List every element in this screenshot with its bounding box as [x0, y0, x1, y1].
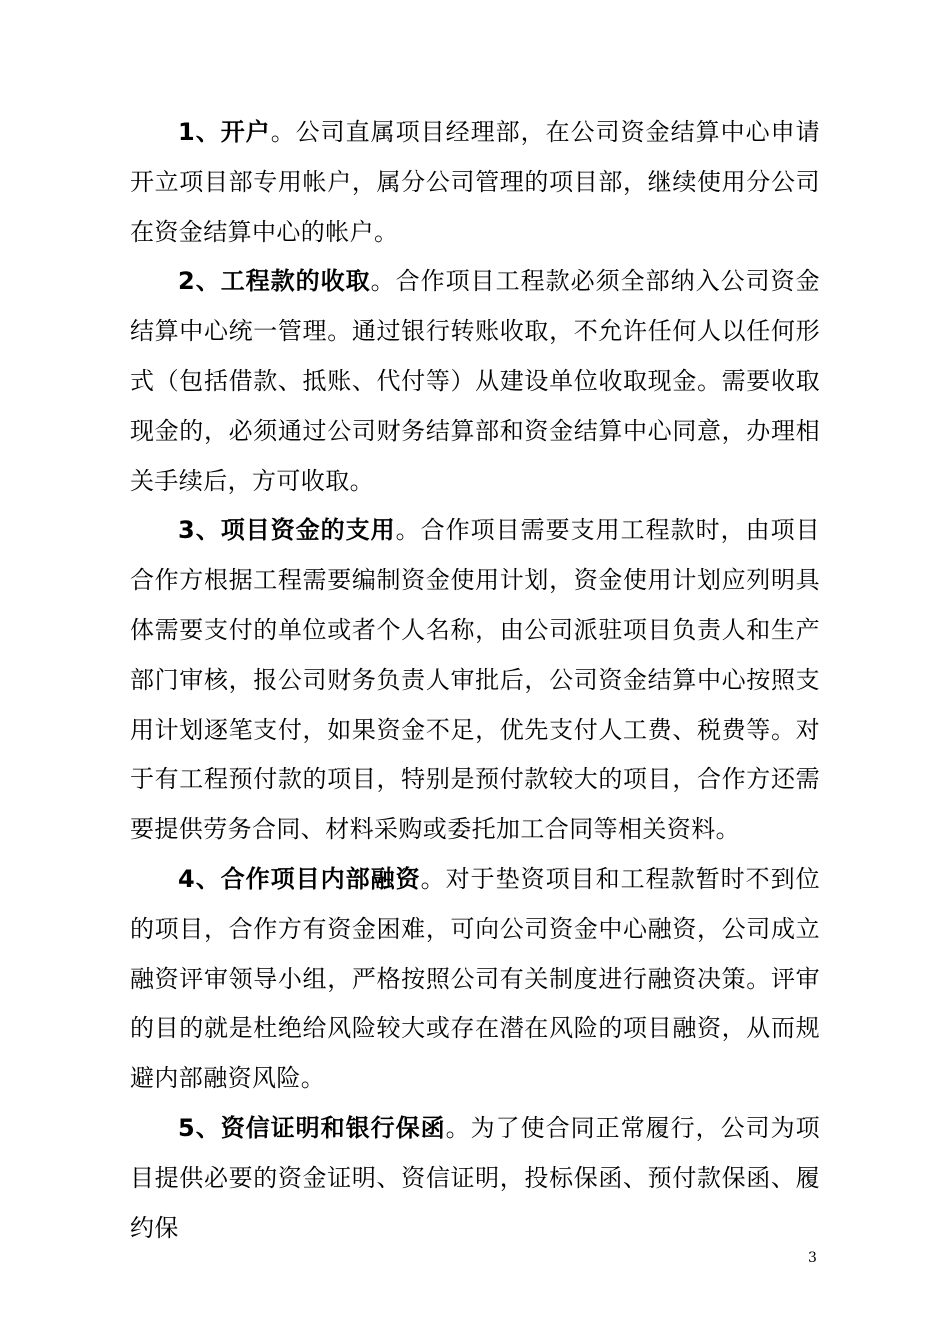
paragraph-text: 。合作项目需要支用工程款时，由项目合作方根据工程需要编制资金使用计划，资金使用计划应列明具体需要支付的单位或者个人名称，由公司派驻项目负责人和生产部门审核，报公司财务负责人审批后，公司资金结算中心按照支用计划逐笔支付，如果资金不足，优先支付人工费、税费等。对于有工程预付款的项目，特别是预付款较大的项目，合作方还需要提供劳务合同、材料采购或委托加工合同等相关资料。	[130, 516, 820, 844]
paragraph-heading: 4、合作项目内部融资	[178, 864, 421, 893]
paragraph-heading: 5、资信证明和银行保函	[178, 1113, 446, 1142]
paragraph-text: 。对于垫资项目和工程款暂时不到位的项目，合作方有资金困难，可向公司资金中心融资，公司成立融资评审领导小组，严格按照公司有关制度进行融资决策。评审的目的就是杜绝给风险较大或存在潜在风险的项目融资，从而规避内部融资风险。	[130, 864, 820, 1093]
paragraph-3	[130, 506, 820, 855]
paragraph-heading: 2、工程款的收取	[178, 267, 371, 296]
paragraph-text: 。公司直属项目经理部，在公司资金结算中心申请开立项目部专用帐户，属分公司管理的项目部，继续使用分公司在资金结算中心的帐户。	[130, 118, 820, 246]
document-body	[130, 108, 820, 1253]
paragraph-heading: 3、项目资金的支用	[178, 516, 396, 545]
paragraph-1	[130, 108, 820, 257]
paragraph-5	[130, 1104, 820, 1253]
paragraph-text: 。合作项目工程款必须全部纳入公司资金结算中心统一管理。通过银行转账收取，不允许任何人以任何形式（包括借款、抵账、代付等）从建设单位收取现金。需要收取现金的，必须通过公司财务结算部和资金结算中心同意，办理相关手续后，方可收取。	[130, 267, 820, 495]
paragraph-heading: 1、开户	[178, 118, 271, 146]
paragraph-2	[130, 257, 820, 506]
page-number: 3	[808, 1250, 817, 1266]
paragraph-4	[130, 855, 820, 1104]
paragraph-text: 。为了使合同正常履行，公司为项目提供必要的资金证明、资信证明，投标保函、预付款保函、履约保	[130, 1113, 820, 1242]
